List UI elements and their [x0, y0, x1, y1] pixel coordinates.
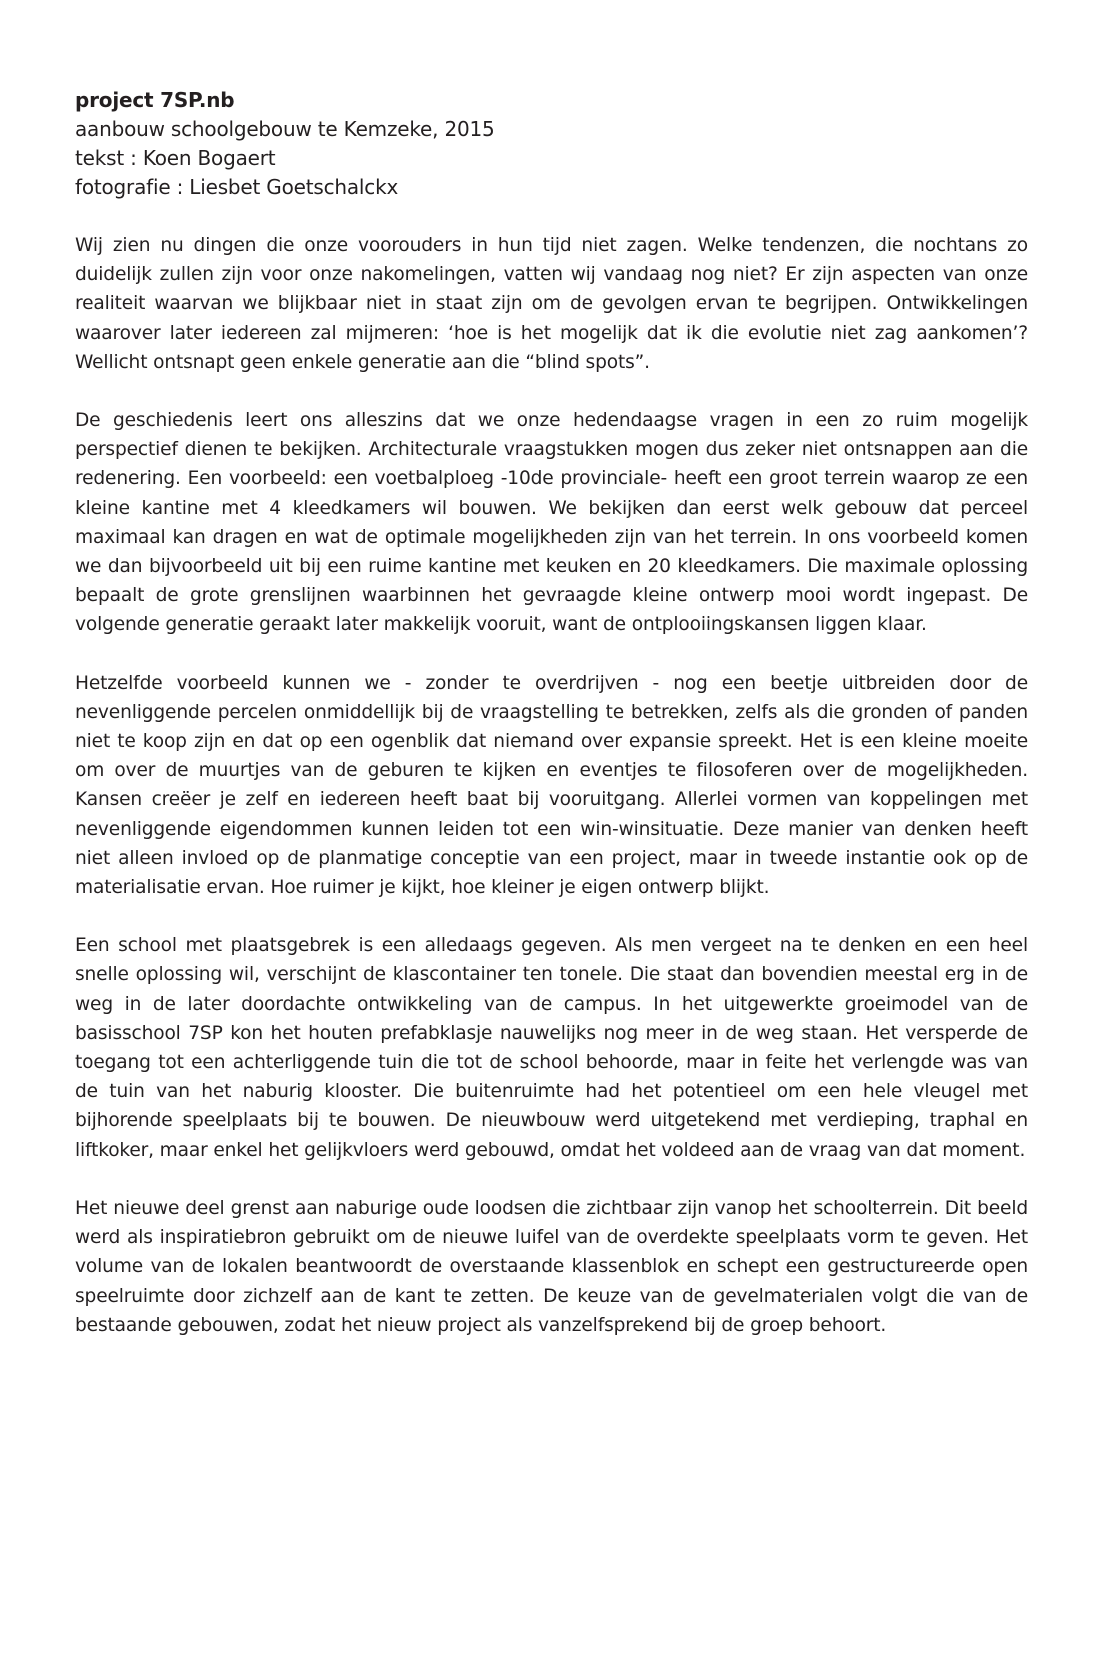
text-credit: tekst : Koen Bogaert — [75, 146, 276, 170]
document-page — [75, 86, 1028, 1369]
article-header — [75, 86, 1028, 202]
project-subtitle: aanbouw schoolgebouw te Kemzeke, 2015 — [75, 117, 495, 141]
paragraph-school-case: Een school met plaatsgebrek is een alledaags gegeven. Als men vergeet na te denken en een heel snelle oplossing wil, verschijnt de klascontainer ten tonele. Die staat dan bovendien meestal erg in de weg in de later doordachte ontwikkeling van de campus. In het uitgewerkte groeimodel van de basisschool 7SP kon het houten prefabklasje nauwelijks nog meer in de weg staan. Het versperde de toegang tot een achterliggende tuin die tot de school behoorde, maar in feite het verlengde was van de tuin van het naburig klooster. Die buitenruimte had het potentieel om een hele vleugel met bijhorende speelplaats bij te bouwen. De nieuwbouw werd uitgetekend met verdieping, traphal en liftkoker, maar enkel het gelijkvloers werd gebouwd, omdat het voldeed aan de vraag van dat moment. — [75, 935, 1028, 1161]
paragraph-perspective: De geschiedenis leert ons alleszins dat we onze hedendaagse vragen in een zo ruim mogelijk perspectief dienen te bekijken. Architecturale vraagstukken mogen dus zeker niet ontsnappen aan die redenering. Een voorbeeld: een voetbalploeg -10de provinciale- heeft een groot terrein waarop ze een kleine kantine met 4 kleedkamers wil bouwen. We bekijken dan eerst welk gebouw dat perceel maximaal kan dragen en wat de optimale mogelijkheden zijn van het terrein. In ons voorbeeld komen we dan bijvoorbeeld uit bij een ruime kantine met keuken en 20 kleedkamers. Die maximale oplossing bepaalt de grote grenslijnen waarbinnen het gevraagde kleine ontwerp mooi wordt ingepast. De volgende generatie geraakt later makkelijk vooruit, want de ontplooiingskansen liggen klaar. — [75, 410, 1028, 636]
photo-credit: fotografie : Liesbet Goetschalckx — [75, 175, 399, 199]
project-title: project 7SP.nb — [75, 88, 235, 112]
paragraph-new-wing: Het nieuwe deel grenst aan naburige oude loodsen die zichtbaar zijn vanop het schoolterrein. Dit beeld werd als inspiratiebron gebruikt om de nieuwe luifel van de overdekte speelplaats vorm te geven. Het volume van de lokalen beantwoordt de overstaande klassenblok en schept een gestructureerde open speelruimte door zichzelf aan de kant te zetten. De keuze van de gevelmaterialen volgt die van de bestaande gebouwen, zodat het nieuw project als vanzelfsprekend bij de groep behoort. — [75, 1197, 1028, 1336]
paragraph-neighbouring-plots: Hetzelfde voorbeeld kunnen we - zonder te overdrijven - nog een beetje uitbreiden door de nevenliggende percelen onmiddellijk bij de vraagstelling te betrekken, zelfs als die gronden of panden niet te koop zijn en dat op een ogenblik dat niemand over expansie spreekt. Het is een kleine moeite om over de muurtjes van de geburen te kijken en eventjes te filosoferen over de mogelijkheden. Kansen creëer je zelf en iedereen heeft baat bij vooruitgang. Allerlei vormen van koppelingen met nevenliggende eigendommen kunnen leiden tot een win-winsituatie. Deze manier van denken heeft niet alleen invloed op de planmatige conceptie van een project, maar in tweede instantie ook op de materialisatie ervan. Hoe ruimer je kijkt, hoe kleiner je eigen ontwerp blijkt. — [75, 672, 1028, 899]
paragraph-blind-spots: Wij zien nu dingen die onze voorouders in hun tijd niet zagen. Welke tendenzen, die nochtans zo duidelijk zullen zijn voor onze nakomelingen, vatten wij vandaag nog niet? Er zijn aspecten van onze realiteit waarvan we blijkbaar niet in staat zijn om de gevolgen ervan te begrijpen. Ontwikkelingen waarover later iedereen zal mijmeren: ‘hoe is het mogelijk dat ik die evolutie niet zag aankomen’? Wellicht ontsnapt geen enkele generatie aan die “blind spots”. — [75, 235, 1028, 373]
